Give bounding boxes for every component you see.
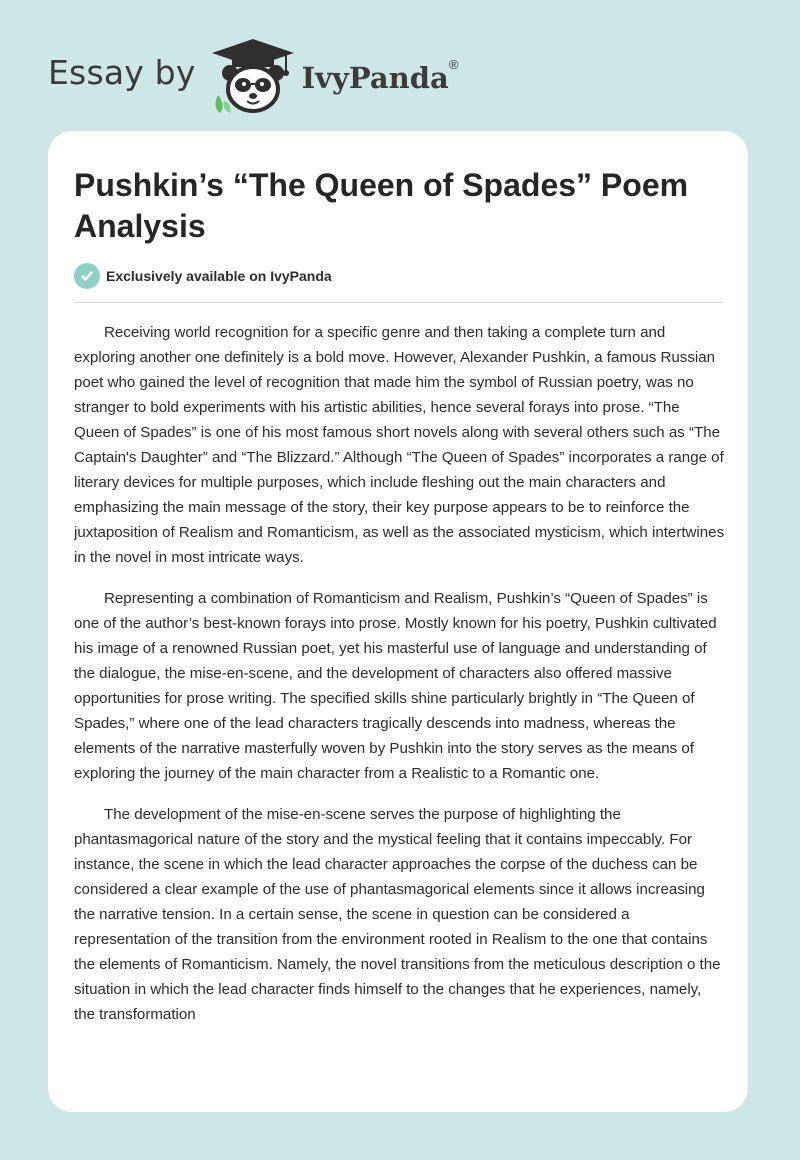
brand-name[interactable] (301, 57, 459, 95)
essay-card (48, 131, 748, 1112)
registered-mark: ® (448, 57, 459, 72)
paragraph: Receiving world recognition for a specific genre and then taking a complete turn and exploring another one definitely is a bold move. However, Alexander Pushkin, a famous Russian poet who gained the level of recognition that made him the symbol of Russian poetry, was no stranger to bold experiments with his artistic abilities, hence several forays into prose. “The Queen of Spades” is one of his most famous short novels along with several others such as “The Captain's Daughter” and “The Blizzard.” Although “The Queen of Spades” incorporates a range of literary devices for multiple purposes, which include fleshing out the main characters and emphasizing the main message of the story, their key purpose appears to be to reinforce the juxtaposition of Realism and Romanticism, as well as the associated mysticism, which intertwines in the novel in most intricate ways. (74, 324, 725, 566)
exclusive-badge (74, 263, 332, 289)
site-header (48, 36, 458, 116)
brand-text: IvyPanda (301, 61, 449, 95)
essay-body (74, 320, 725, 1110)
divider (74, 302, 723, 303)
paragraph: Representing a combination of Romanticism and Realism, Pushkin’s “Queen of Spades” is one of the author’s best-known forays into prose. Mostly known for his poetry, Pushkin cultivated his image of a renowned Russian poet, yet his masterful use of language and understanding of the dialogue, the mise-en-scene, and the development of characters also offered massive opportunities for prose writing. The specified skills shine particularly brightly in “The Queen of Spades,” where one of the lead characters tragically descends into madness, whereas the elements of the narrative masterfully woven by Pushkin into the story serves as the means of exploring the journey of the main character from a Realistic to a Romantic one. (74, 590, 717, 782)
panda-logo-icon[interactable] (210, 37, 296, 115)
exclusive-text: Exclusively available on IvyPanda (106, 268, 332, 284)
paragraph: The development of the mise-en-scene serves the purpose of highlighting the phantasmagorical nature of the story and the mystical feeling that it contains impeccably. For instance, the scene in which the lead character approaches the corpse of the duchess can be considered a clear example of the use of phantasmagorical elements since it allows increasing the narrative tension. In a certain sense, the scene in question can be considered a representation of the transition from the environment rooted in Realism to the one that contains the elements of Romanticism. Namely, the novel transitions from the meticulous description o the situation in which the lead character finds himself to the changes that he experiences, namely, the transformation (74, 806, 721, 1023)
essay-by-label: Essay by (48, 52, 196, 92)
check-circle-icon (74, 263, 100, 289)
essay-title: Pushkin’s “The Queen of Spades” Poem Analysis (74, 167, 689, 244)
